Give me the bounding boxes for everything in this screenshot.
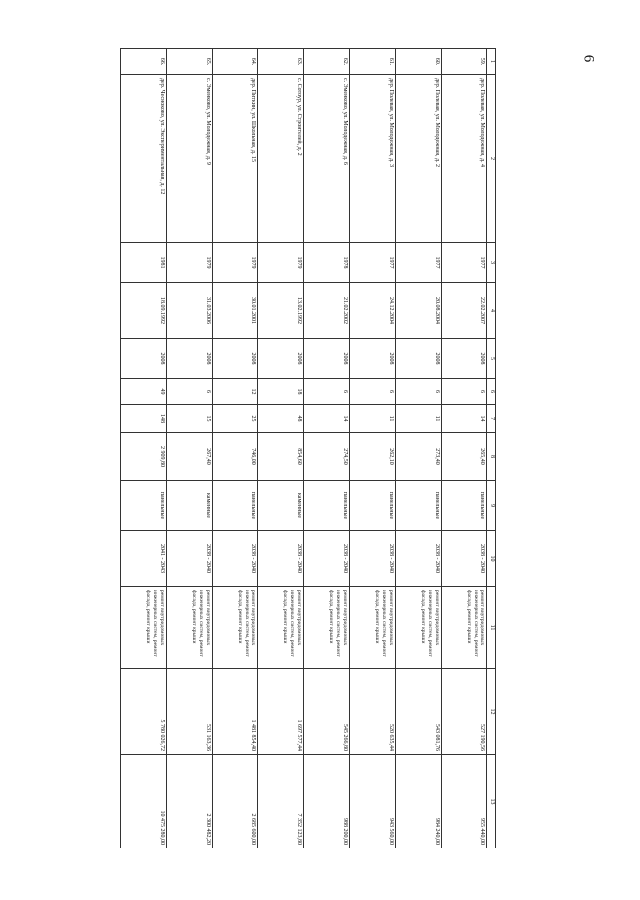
year-built-cell: 1979 <box>166 243 212 283</box>
row-index-cell: 65. <box>166 49 212 75</box>
area-cell: 274,50 <box>304 433 350 481</box>
column-number-7: 7 <box>487 405 496 433</box>
year-cell: 2008 <box>258 339 304 379</box>
repair-period-cell: 2038 - 2040 <box>350 531 396 587</box>
total-cost-cell: 2 685 600,00 <box>212 755 258 849</box>
floors-cell: 49 <box>121 379 167 405</box>
row-index-cell: 60. <box>395 49 441 75</box>
area-cell: 746,00 <box>212 433 258 481</box>
table-row <box>304 49 350 849</box>
total-cost-cell: 984 240,00 <box>395 755 441 849</box>
address-cell: дер. Полевая, ул. Молодежная, д. 4 <box>441 75 487 243</box>
column-number-5: 5 <box>487 339 496 379</box>
date-cell: 20.08.2004 <box>395 283 441 339</box>
wall-material-cell: каменные <box>258 481 304 531</box>
repair-period-cell: 2041 - 2043 <box>121 531 167 587</box>
cost-estimate-cell: 5 780 026,72 <box>121 669 167 755</box>
cost-estimate-cell: 1 697 577,44 <box>258 669 304 755</box>
year-built-cell: 1979 <box>212 243 258 283</box>
column-number-3: 3 <box>487 243 496 283</box>
column-number-9: 9 <box>487 481 496 531</box>
table-row <box>258 49 304 849</box>
column-number-1: 1 <box>487 49 496 75</box>
total-cost-cell: 7 352 123,80 <box>258 755 304 849</box>
wall-material-cell: панельные <box>212 481 258 531</box>
address-cell: дер. Чесноково, ул. Экспериментальная, д. 12 <box>121 75 167 243</box>
wall-material-cell: панельные <box>121 481 167 531</box>
rotated-table-viewport <box>120 48 496 848</box>
date-cell: 21.02.2002 <box>304 283 350 339</box>
year-built-cell: 1977 <box>395 243 441 283</box>
date-cell: 13.02.1992 <box>258 283 304 339</box>
repair-works-cell: ремонт внутридомовых инженерных систем, ремонт фасада, ремонт крыши <box>304 587 350 669</box>
floors-cell: 6 <box>304 379 350 405</box>
table-row <box>441 49 487 849</box>
year-built-cell: 1977 <box>441 243 487 283</box>
page-number: 6 <box>580 54 597 63</box>
year-built-cell: 1981 <box>121 243 167 283</box>
cost-estimate-cell: 543 081,76 <box>395 669 441 755</box>
column-number-row <box>487 49 496 849</box>
wall-material-cell: панельные <box>395 481 441 531</box>
column-number-11: 11 <box>487 587 496 669</box>
total-cost-cell: 955 440,00 <box>441 755 487 849</box>
date-cell: 31.03.2006 <box>166 283 212 339</box>
year-built-cell: 1979 <box>258 243 304 283</box>
floors-cell: 12 <box>212 379 258 405</box>
wall-material-cell: панельные <box>441 481 487 531</box>
date-cell: 22.02.2007 <box>441 283 487 339</box>
repair-period-cell: 2038 - 2040 <box>395 531 441 587</box>
date-cell: 24.12.2004 <box>350 283 396 339</box>
cost-estimate-cell: 1 481 854,40 <box>212 669 258 755</box>
cost-estimate-cell: 527 190,56 <box>441 669 487 755</box>
table-row <box>121 49 167 849</box>
apartments-cell: 14 <box>441 405 487 433</box>
total-cost-cell: 988 200,00 <box>304 755 350 849</box>
apartments-cell: 15 <box>166 405 212 433</box>
table-row <box>395 49 441 849</box>
table-row <box>212 49 258 849</box>
column-number-13: 13 <box>487 755 496 849</box>
area-cell: 267,40 <box>166 433 212 481</box>
apartments-cell: 11 <box>395 405 441 433</box>
apartments-cell: 11 <box>350 405 396 433</box>
repair-period-cell: 2038 - 2040 <box>212 531 258 587</box>
column-number-2: 2 <box>487 75 496 243</box>
cost-estimate-cell: 545 266,80 <box>304 669 350 755</box>
apartments-cell: 48 <box>258 405 304 433</box>
wall-material-cell: панельные <box>350 481 396 531</box>
year-cell: 2008 <box>212 339 258 379</box>
year-cell: 2008 <box>395 339 441 379</box>
year-cell: 2008 <box>166 339 212 379</box>
row-index-cell: 62. <box>304 49 350 75</box>
row-index-cell: 63. <box>258 49 304 75</box>
floors-cell: 18 <box>258 379 304 405</box>
date-cell: 18.09.1992 <box>121 283 167 339</box>
floors-cell: 6 <box>441 379 487 405</box>
apartments-cell: 14 <box>304 405 350 433</box>
total-cost-cell: 10 475 280,00 <box>121 755 167 849</box>
table-row <box>350 49 396 849</box>
repair-period-cell: 2038 - 2040 <box>258 531 304 587</box>
table-body <box>121 49 488 849</box>
year-built-cell: 1978 <box>304 243 350 283</box>
column-number-6: 6 <box>487 379 496 405</box>
wall-material-cell: панельные <box>304 481 350 531</box>
row-index-cell: 64. <box>212 49 258 75</box>
repair-works-cell: ремонт внутридомовых инженерных систем, ремонт фасада, ремонт крыши <box>212 587 258 669</box>
column-number-8: 8 <box>487 433 496 481</box>
column-number-12: 12 <box>487 669 496 755</box>
area-cell: 854,60 <box>258 433 304 481</box>
table-row <box>166 49 212 849</box>
housing-repair-table <box>120 48 496 848</box>
repair-works-cell: ремонт внутридомовых инженерных систем, ремонт фасада, ремонт крыши <box>258 587 304 669</box>
row-index-cell: 59. <box>441 49 487 75</box>
apartments-cell: 25 <box>212 405 258 433</box>
year-built-cell: 1977 <box>350 243 396 283</box>
year-cell: 2008 <box>350 339 396 379</box>
year-cell: 2008 <box>304 339 350 379</box>
year-cell: 2008 <box>441 339 487 379</box>
column-number-4: 4 <box>487 283 496 339</box>
address-cell: с. Сотоур, ул. Строителей, д. 2 <box>258 75 304 243</box>
repair-period-cell: 2038 - 2040 <box>304 531 350 587</box>
date-cell: 30.01.2001 <box>212 283 258 339</box>
floors-cell: 6 <box>395 379 441 405</box>
floors-cell: 6 <box>166 379 212 405</box>
repair-works-cell: ремонт внутридомовых инженерных систем, ремонт фасада, ремонт крыши <box>350 587 396 669</box>
wall-material-cell: каменные <box>166 481 212 531</box>
cost-estimate-cell: 520 635,44 <box>350 669 396 755</box>
address-cell: с. Эменково, ул. Молодежная, д. 9 <box>166 75 212 243</box>
column-number-10: 10 <box>487 531 496 587</box>
area-cell: 273,40 <box>395 433 441 481</box>
total-cost-cell: 2 300 482,20 <box>166 755 212 849</box>
row-index-cell: 61. <box>350 49 396 75</box>
area-cell: 265,40 <box>441 433 487 481</box>
repair-works-cell: ремонт внутридомовых инженерных систем, ремонт фасада, ремонт крыши <box>441 587 487 669</box>
repair-period-cell: 2038 - 2040 <box>441 531 487 587</box>
apartments-cell: 148 <box>121 405 167 433</box>
address-cell: с. Эменково, ул. Молодежная, д. 6 <box>304 75 350 243</box>
repair-works-cell: ремонт внутридомовых инженерных систем, ремонт фасада, ремонт крыши <box>121 587 167 669</box>
row-index-cell: 66. <box>121 49 167 75</box>
area-cell: 262,10 <box>350 433 396 481</box>
repair-works-cell: ремонт внутридомовых инженерных систем, ремонт фасада, ремонт крыши <box>395 587 441 669</box>
floors-cell: 6 <box>350 379 396 405</box>
total-cost-cell: 943 560,00 <box>350 755 396 849</box>
address-cell: дер. Питкин, ул. Школьная, д. 15 <box>212 75 258 243</box>
address-cell: дер. Полевая, ул. Молодежная, д. 3 <box>350 75 396 243</box>
year-cell: 2008 <box>121 339 167 379</box>
repair-works-cell: ремонт внутридомовых инженерных систем, ремонт фасада, ремонт крыши <box>166 587 212 669</box>
address-cell: дер. Полевая, ул. Молодежная, д. 2 <box>395 75 441 243</box>
area-cell: 2 909,80 <box>121 433 167 481</box>
cost-estimate-cell: 531 163,36 <box>166 669 212 755</box>
repair-period-cell: 2038 - 2040 <box>166 531 212 587</box>
